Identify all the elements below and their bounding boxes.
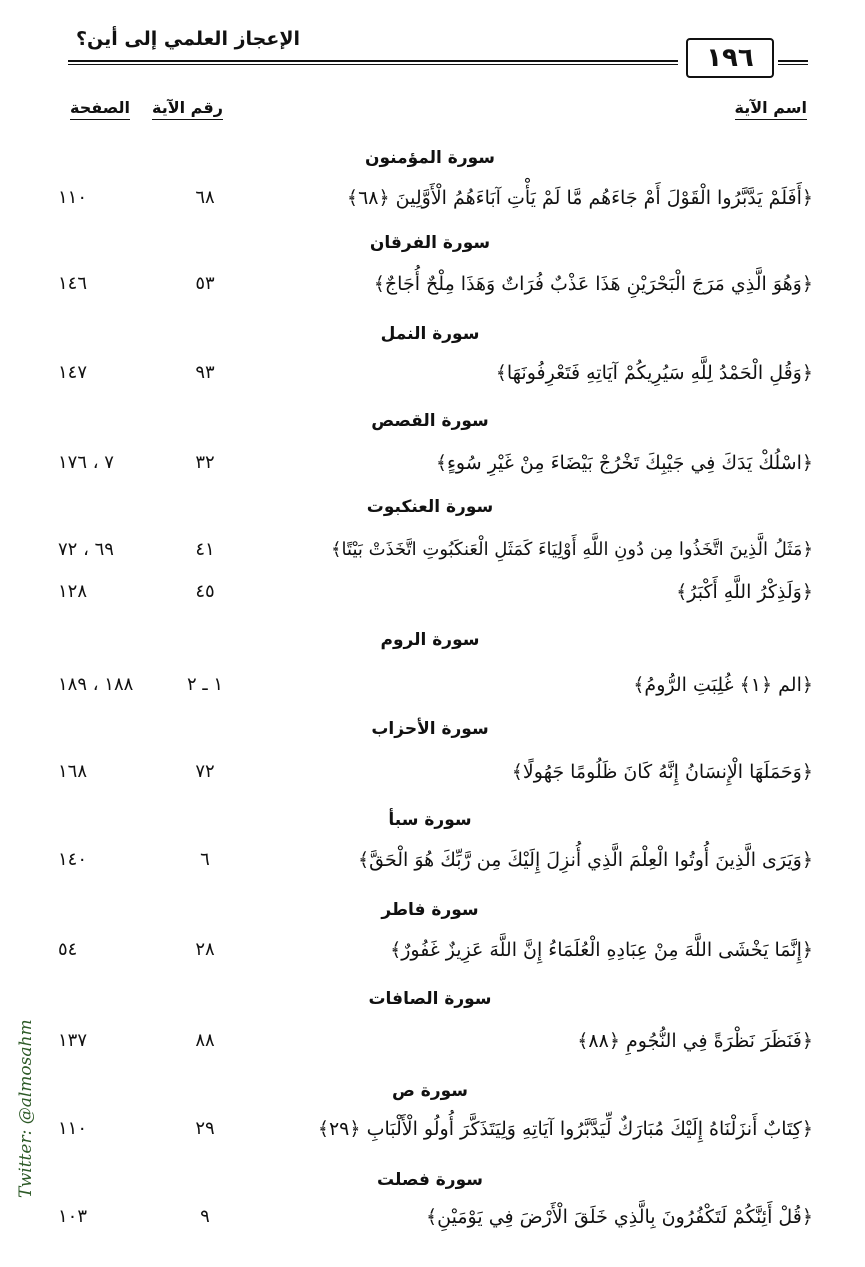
column-header-verse-number: رقم الآية: [152, 98, 223, 120]
verse-number: ٤١: [195, 539, 215, 560]
page-reference: ١٨٨ ، ١٨٩: [58, 674, 134, 695]
verse-number: ٦: [200, 849, 210, 870]
verse-text: ﴿الم ﴿١﴾ غُلِبَتِ الرُّومُ﴾: [633, 674, 813, 696]
index-row: [0, 1026, 865, 1060]
surah-heading: سورة الصافات: [368, 989, 492, 1009]
surah-heading: سورة الروم: [380, 630, 480, 650]
verse-text: ﴿اسْلُكْ يَدَكَ فِي جَيْبِكَ تَخْرُجْ بَيْضَاءَ مِنْ غَيْرِ سُوءٍ﴾: [435, 452, 813, 474]
twitter-watermark: Twitter: @almosahm: [16, 1019, 36, 1198]
verse-number: ٩: [200, 1206, 210, 1227]
surah-heading: سورة العنكبوت: [366, 497, 494, 517]
verse-text: ﴿قُلْ أَئِنَّكُمْ لَتَكْفُرُونَ بِالَّذِي خَلَقَ الْأَرْضَ فِي يَوْمَيْنِ﴾: [426, 1206, 813, 1228]
verse-number: ٦٨: [195, 187, 215, 208]
verse-number: ٨٨: [195, 1030, 215, 1051]
verse-text: ﴿وَيَرَى الَّذِينَ أُوتُوا الْعِلْمَ الَّذِي أُنزِلَ إِلَيْكَ مِن رَّبِّكَ هُوَ الْحَقَّ﴾: [358, 849, 813, 871]
surah-heading: سورة النمل: [380, 324, 480, 344]
verse-number: ٧٢: [195, 761, 215, 782]
header-rule-right-thin: [778, 64, 808, 65]
index-row: [0, 448, 865, 482]
surah-heading: سورة فصلت: [377, 1170, 483, 1190]
header-rule: [68, 60, 678, 62]
column-header-page: الصفحة: [70, 98, 130, 120]
verse-text: ﴿إِنَّمَا يَخْشَى اللَّهَ مِنْ عِبَادِهِ الْعُلَمَاءُ إِنَّ اللَّهَ عَزِيزٌ غَفُورٌ﴾: [390, 939, 813, 961]
index-row: [0, 1202, 865, 1236]
surah-heading: سورة سبأ: [388, 810, 472, 830]
verse-number: ٥٣: [195, 273, 215, 294]
page-reference: ١٤٧: [58, 362, 88, 383]
index-row: [0, 845, 865, 879]
verse-text: ﴿وَقُلِ الْحَمْدُ لِلَّهِ سَيُرِيكُمْ آيَاتِهِ فَتَعْرِفُونَهَا﴾: [495, 362, 813, 384]
verse-number: ١ ـ ٢: [186, 674, 224, 695]
page-reference: ٧ ، ١٧٦: [58, 452, 114, 473]
surah-heading: سورة فاطر: [381, 900, 479, 920]
page-reference: ١٢٨: [58, 581, 88, 602]
page-reference: ٦٩ ، ٧٢: [58, 539, 114, 560]
index-row: [0, 183, 865, 217]
page-reference: ١٣٧: [58, 1030, 88, 1051]
header-rule-thin: [68, 64, 678, 65]
surah-heading: سورة المؤمنون: [364, 148, 495, 168]
index-row: [0, 1114, 865, 1148]
page-reference: ١٠٣: [58, 1206, 88, 1227]
page-reference: ١١٠: [58, 187, 88, 208]
index-row: [0, 757, 865, 791]
surah-heading: سورة القصص: [371, 411, 489, 431]
verse-number: ٤٥: [195, 581, 215, 602]
verse-number: ٣٢: [195, 452, 215, 473]
surah-heading: سورة الفرقان: [369, 233, 491, 253]
column-header-verse-name: اسم الآية: [735, 98, 807, 120]
verse-text: ﴿كِتَابٌ أَنزَلْنَاهُ إِلَيْكَ مُبَارَكٌ لِّيَدَّبَّرُوا آيَاتِهِ وَلِيَتَذَكَّرَ أُولُو الْأَلْبَابِ ﴿٢٩﴾: [317, 1118, 813, 1140]
verse-number: ٢٨: [195, 939, 215, 960]
header-rule-right: [778, 60, 808, 62]
verse-number: ٢٩: [195, 1118, 215, 1139]
index-row: [0, 670, 865, 704]
surah-heading: سورة الأحزاب: [371, 719, 489, 739]
page-reference: ١٤٦: [58, 273, 88, 294]
page-reference: ١٦٨: [58, 761, 88, 782]
verse-text: ﴿أَفَلَمْ يَدَّبَّرُوا الْقَوْلَ أَمْ جَاءَهُم مَّا لَمْ يَأْتِ آبَاءَهُمُ الْأَوَّلِينَ ﴿٦٨﴾: [346, 187, 813, 209]
verse-text: ﴿وَحَمَلَهَا الْإِنسَانُ إِنَّهُ كَانَ ظَلُومًا جَهُولًا﴾: [511, 761, 813, 783]
running-header-title: الإعجاز العلمي إلى أين؟: [76, 28, 300, 50]
index-row: [0, 358, 865, 392]
page-reference: ٥٤: [58, 939, 78, 960]
index-row: [0, 269, 865, 303]
verse-text: ﴿وَهُوَ الَّذِي مَرَجَ الْبَحْرَيْنِ هَذَا عَذْبٌ فُرَاتٌ وَهَذَا مِلْحٌ أُجَاجٌ﴾: [373, 273, 813, 295]
page-number: ١٩٦: [686, 38, 774, 78]
verse-text: ﴿وَلَذِكْرُ اللَّهِ أَكْبَرُ﴾: [676, 581, 813, 603]
surah-heading: سورة ص: [392, 1081, 468, 1101]
index-row: [0, 577, 865, 611]
index-row: [0, 535, 865, 569]
verse-number: ٩٣: [195, 362, 215, 383]
page-reference: ١٤٠: [58, 849, 88, 870]
index-row: [0, 935, 865, 969]
verse-text: ﴿فَنَظَرَ نَظْرَةً فِي النُّجُومِ ﴿٨٨﴾: [577, 1030, 813, 1052]
verse-text: ﴿مَثَلُ الَّذِينَ اتَّخَذُوا مِن دُونِ اللَّهِ أَوْلِيَاءَ كَمَثَلِ الْعَنكَبُوتِ اتَّخَذَتْ بَيْتًا﴾: [331, 539, 813, 560]
page-reference: ١١٠: [58, 1118, 88, 1139]
